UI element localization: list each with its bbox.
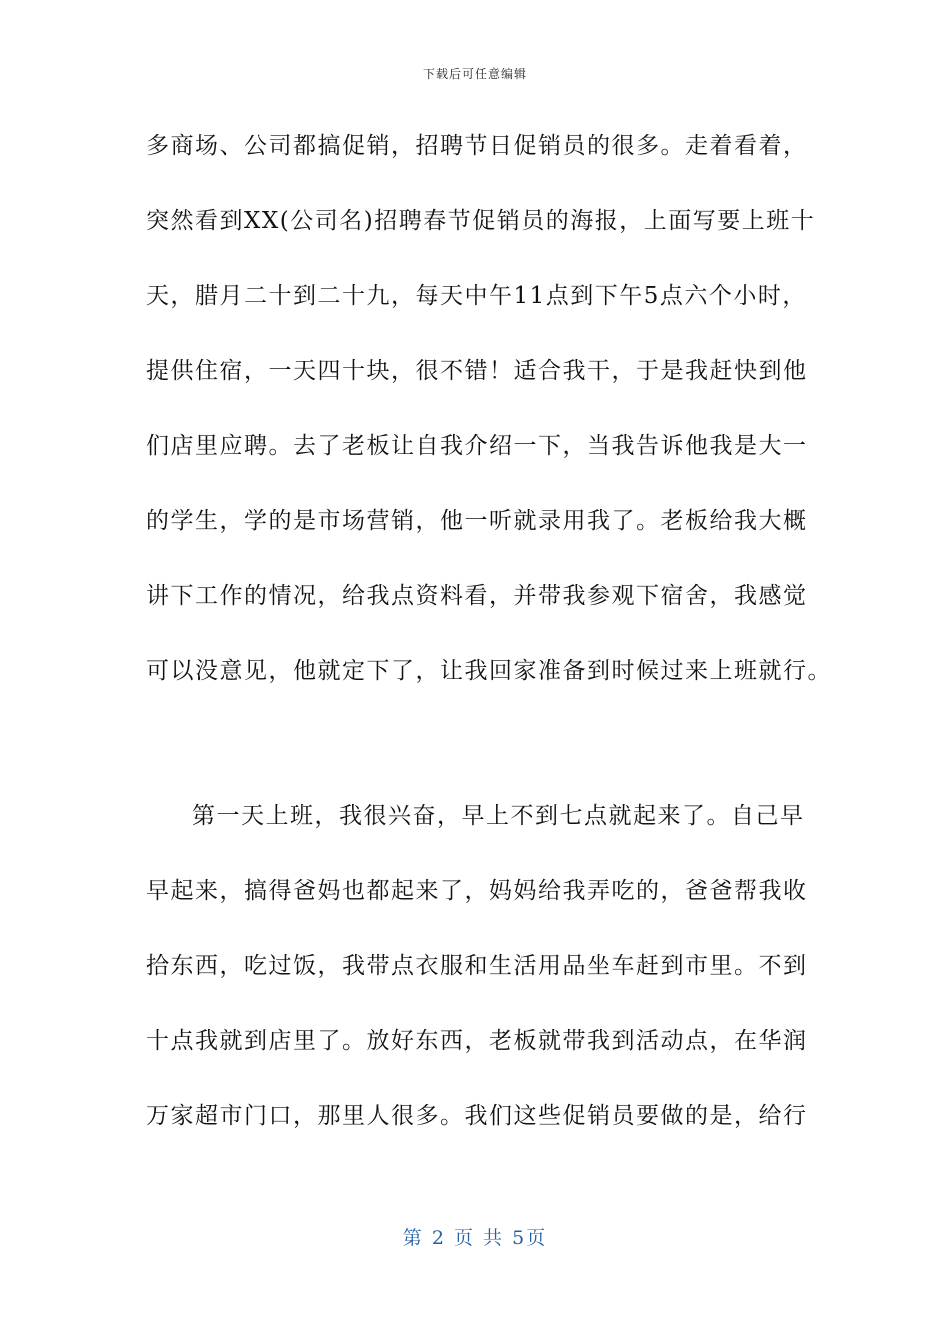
text-line: 早起来，搞得爸妈也都起来了，妈妈给我弄吃的，爸爸帮我收 — [146, 878, 808, 904]
text-line: 讲下工作的情况，给我点资料看，并带我参观下宿舍，我感觉 — [146, 583, 808, 609]
page-footer — [0, 1225, 950, 1251]
footer-current-page: 2 — [431, 1227, 446, 1249]
text-line: 提供住宿，一天四十块，很不错！适合我干，于是我赶快到他 — [146, 358, 808, 384]
text-line: 的学生，学的是市场营销，他一听就录用我了。老板给我大概 — [146, 508, 808, 534]
footer-prefix: 第 — [402, 1227, 424, 1249]
text-line-indented: 第一天上班，我很兴奋，早上不到七点就起来了。自己早 — [192, 803, 805, 829]
text-line: 拾东西，吃过饭，我带点衣服和生活用品坐车赶到市里。不到 — [146, 953, 808, 979]
text-line: 多商场、公司都搞促销，招聘节日促销员的很多。走着看着， — [146, 133, 808, 159]
footer-total-pages: 5 — [512, 1227, 527, 1249]
text-line: 突然看到XX(公司名)招聘春节促销员的海报，上面写要上班十 — [146, 208, 816, 234]
footer-suffix: 页 — [526, 1227, 548, 1249]
text-line: 天，腊月二十到二十九，每天中午11点到下午5点六个小时， — [146, 283, 807, 309]
text-line: 可以没意见，他就定下了，让我回家准备到时候过来上班就行。 — [146, 658, 832, 684]
paragraph-1 — [146, 109, 832, 709]
text-line: 万家超市门口，那里人很多。我们这些促销员要做的是，给行 — [146, 1103, 808, 1129]
footer-middle: 页 共 — [454, 1227, 505, 1249]
text-line: 们店里应聘。去了老板让自我介绍一下，当我告诉他我是大一 — [146, 433, 808, 459]
page-header: 下载后可任意编辑 — [422, 67, 527, 81]
paragraph-2 — [146, 779, 806, 1154]
text-line: 十点我就到店里了。放好东西，老板就带我到活动点，在华润 — [146, 1028, 808, 1054]
